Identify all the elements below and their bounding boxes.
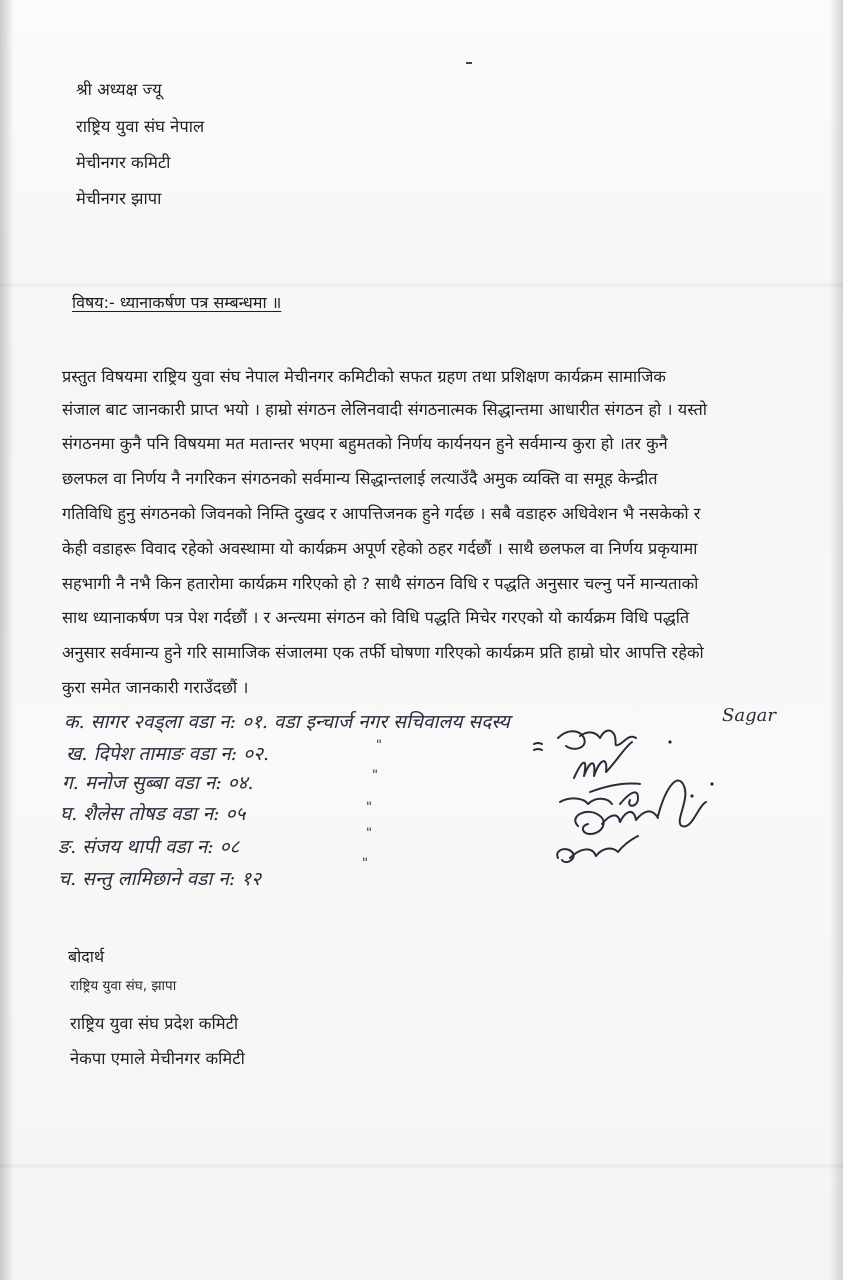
ditto-mark: " [366, 800, 372, 815]
cc-recipient: नेकपा एमाले मेचीनगर कमिटी [70, 1049, 245, 1068]
signatory-entry: ग. मनोज सुब्बा वडा न: ०४. [62, 772, 254, 794]
body-line: छलफल वा निर्णय नै नगरिकन संगठनको सर्वमान्य सिद्धान्तलाई लत्याउँदै अमुक व्यक्ति वा समूह केन्द्रीत [62, 469, 658, 488]
ditto-mark: " [376, 738, 382, 753]
signature-5 [575, 781, 706, 834]
signatory-entry: घ. शैलेस तोषड वडा न: ०५ [60, 803, 246, 825]
ditto-mark: " [362, 856, 368, 871]
body-line: अनुसार सर्वमान्य हुने गरि सामाजिक संजालमा एक तर्फी घोषणा गरिएको कार्यक्रम प्रति हाम्रो घोर आपत्ति रहेको [62, 643, 704, 662]
signature-4 [560, 792, 638, 805]
body-line: संगठनमा कुनै पनि विषयमा मत मतान्तर भएमा बहुमतको निर्णय कार्यनयन हुने सर्वमान्य कुरा हो ।तर कुनै [62, 434, 668, 453]
signatory-entry: ख. दिपेश तामाङ वडा न: ०२. [66, 743, 270, 765]
address-line-1: श्री अध्यक्ष ज्यू [76, 80, 162, 99]
signatory-entry: च. सन्तु लामिछाने वडा न: १२ [58, 868, 262, 890]
body-line: सहभागी नै नभै किन हतारोमा कार्यक्रम गरिएको हो ? साथै संगठन विधि र पद्धति अनुसार चल्नु पर्ने मान्यताको [62, 574, 699, 593]
address-line-3: मेचीनगर कमिटी [76, 153, 171, 172]
signature-6 [557, 836, 638, 862]
body-line: गतिविधि हुनु संगठनको जिवनको निम्ति दुखद र आपत्तिजनक हुने गर्दछ । सबै वडाहरु अधिवेशन भै नसकेको र [62, 504, 701, 523]
paper-edge-left [0, 0, 14, 1280]
signatory-entry: ङ. संजय थापी वडा न: ०८ [58, 836, 240, 858]
cc-recipient-small: राष्ट्रिय युवा संघ, झापा [70, 978, 177, 994]
body-line: प्रस्तुत विषयमा राष्ट्रिय युवा संघ नेपाल मेचीनगर कमिटीको सफत ग्रहण तथा प्रशिक्षण कार्यक्रम सामाजिक [62, 367, 666, 386]
address-line-2: राष्ट्रिय युवा संघ नेपाल [76, 117, 205, 136]
ditto-mark-stroke [534, 743, 542, 750]
subject-line: विषय:- ध्यानाकर्षण पत्र सम्बन्धमा ॥ [72, 293, 282, 312]
footer-label: बोदार्थ [68, 947, 105, 966]
paper-fold [0, 282, 843, 288]
body-line: साथ ध्यानाकर्षण पत्र पेश गर्दछौं । र अन्त्यमा संगठन को विधि पद्धति मिचेर गरएको यो कार्यक्रम विधि पद्धति [62, 608, 690, 627]
stray-mark [466, 62, 472, 64]
body-line: कुरा समेत जानकारी गराउँदछौं । [62, 678, 249, 697]
signature-3 [574, 742, 640, 792]
cc-recipient: राष्ट्रिय युवा संघ प्रदेश कमिटी [70, 1014, 239, 1033]
signature-2 [558, 731, 636, 749]
body-line: केही वडाहरू विवाद रहेको अवस्थामा यो कार्यक्रम अपूर्ण रहेको ठहर गर्दछौं । साथै छलफल वा निर्णय प्रकृयामा [62, 539, 698, 558]
handwritten-signatures [530, 700, 830, 890]
address-line-4: मेचीनगर झापा [76, 189, 162, 208]
ditto-mark: " [372, 768, 378, 783]
ditto-mark: " [366, 826, 372, 841]
signatory-entry: क. सागर २वड्ला वडा न: ०१. वडा इन्चार्ज नगर सचिवालय सदस्य [64, 711, 510, 733]
signature-sagar: Sagar [722, 705, 776, 726]
body-line: संजाल बाट जानकारी प्राप्त भयो । हाम्रो संगठन लेलिनवादी संगठनात्मक सिद्धान्तमा आधारीत संगठन हो । यस्तो [62, 400, 708, 419]
paper-fold [0, 1163, 843, 1169]
paper-edge-right [829, 0, 843, 1280]
